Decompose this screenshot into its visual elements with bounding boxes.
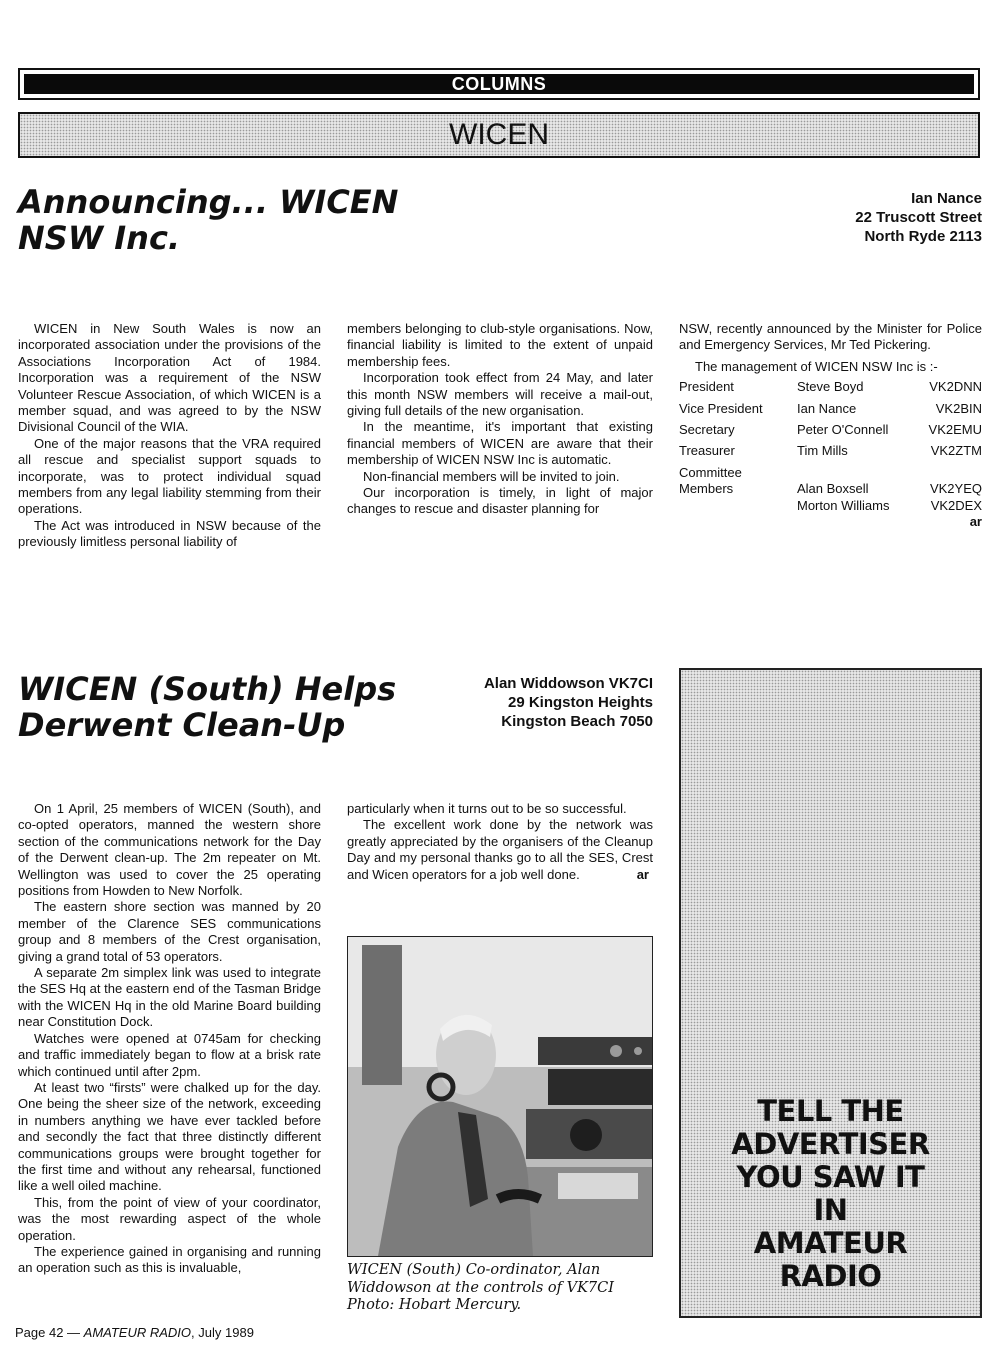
article2-headline [18,671,458,743]
photo-illustration [348,937,652,1256]
page-footer [15,1325,254,1340]
byline-name: Ian Nance [911,190,982,207]
paragraph: WICEN in New South Wales is now an incorporated association under the provisions of the Associations Incorporation Act of 1984. Incorporation was a requirement of the NSW Volunteer Rescue Association, of which WICEN is a member squad, and was agreed to by the NSW Divisional Council of the WIA. [18,321,321,435]
paragraph: Incorporation took effect from 24 May, and later this month NSW members will receive a mail-out, giving full details of the new organisation. [347,370,653,419]
article1-column-2 [347,321,653,518]
paragraph: Non-financial members will be invited to join. [363,468,620,484]
paragraph: NSW, recently announced by the Minister for Police and Emergency Services, Mr Ted Pickering. [679,321,982,353]
footer-date: , July 1989 [191,1325,254,1340]
article2-headline-line1: WICEN (South) Helps [18,670,397,708]
management-row: Morton Williams VK2DEX [797,497,982,513]
paragraph: The excellent work done by the network was greatly appreciated by the organisers of the Cleanup Day and my personal thanks go to all the SES, Crest and Wicen operators for a job well done. [347,817,653,882]
paragraph: The Act was introduced in NSW because of the previously limitless personal liability of [18,517,321,550]
section-banner [18,68,980,100]
management-table [679,379,982,514]
ad-line: YOU SAW IT [736,1160,925,1194]
article2-headline-line2: Derwent Clean-Up [18,706,346,744]
article2-column-2 [347,801,653,883]
section-banner-label: COLUMNS [24,74,974,94]
article1-column-1 [18,321,321,551]
paragraph: particularly when it turns out to be so successful. [347,801,627,816]
ad-line: RADIO [779,1259,882,1293]
footer-page: Page 42 — [15,1325,84,1340]
advertisement-text [681,1095,980,1293]
management-intro: The management of WICEN NSW Inc is :- [695,358,938,374]
byline-name: Alan Widdowson VK7CI [483,675,653,692]
management-row: Secretary Peter O'Connell VK2EMU [679,422,982,438]
caption-line: Photo: Hobart Mercury. [347,1297,522,1313]
paragraph: Watches were opened at 0745am for checking and traffic immediately began to flow at a brisk rate which continued until after 2pm. [18,1030,321,1079]
paragraph: On 1 April, 25 members of WICEN (South), and co-opted operators, manned the western shore section of the communications network for the Day of the Derwent clean-up. The 2m repeater on Mt. Wellington was used to cover the 25 operating positions from Howden to New Norfolk. [18,801,321,899]
paragraph: In the meantime, it's important that existing financial members of WICEN are aware that their membership of WICEN NSW Inc is automatic. [347,419,653,468]
photo [347,936,653,1257]
ad-line: TELL THE [757,1094,904,1128]
paragraph: One of the major reasons that the VRA required all rescue and specialist support squads to incorporate, was to protect individual squad members from any legal liability stemming from their operations. [18,435,321,517]
article1-headline-line2: NSW Inc. [18,219,181,257]
management-row: President Steve Boyd VK2DNN [679,379,982,395]
management-row: Committee [679,464,742,480]
article1-headline-line1: Announcing... WICEN [18,183,399,221]
ad-line: AMATEUR [753,1226,908,1260]
paragraph: At least two “firsts” were chalked up for the day. One being the sheer size of the network, exceeding in numbers anything we have ever tackled before and secondly the fact that three distinctly different communications groups were brought together for the first time and without any rehearsal, functioned like a well oiled machine. [18,1079,321,1194]
management-row: Vice President Ian Nance VK2BIN [679,400,982,416]
article1-column-3 [679,321,982,530]
caption-line: Widdowson at the controls of VK7CI [347,1279,614,1296]
ad-line: IN [813,1193,848,1227]
footer-publication: AMATEUR RADIO [83,1325,192,1340]
article2-byline [430,674,653,731]
byline-street: 22 Truscott Street [855,209,982,226]
paragraph: This, from the point of view of your coordinator, was the most rewarding aspect of the whole operation. [18,1194,321,1243]
paragraph: A separate 2m simplex link was used to integrate the SES Hq at the eastern end of the Tasman Bridge with the WICEN Hq in the old Marine Board building near Constitution Dock. [18,965,321,1030]
end-mark: ar [636,866,649,882]
article1-byline [760,189,982,246]
management-row: Treasurer Tim Mills VK2ZTM [679,443,982,459]
column-banner: WICEN [18,112,980,158]
paragraph: The eastern shore section was manned by 20 member of the Clarence SES communications group and 8 members of the Crest organisation, giving a grand total of 53 operators. [18,899,321,964]
paragraph: members belonging to club-style organisations. Now, financial liability is limited to the extent of unpaid membership fees. [347,321,653,369]
byline-suburb: Kingston Beach 7050 [501,713,653,730]
byline-street: 29 Kingston Heights [507,694,653,711]
advertisement-box [679,668,982,1318]
end-mark: ar [969,514,982,530]
caption-line: WICEN (South) Co-ordinator, Alan [347,1262,601,1278]
paragraph: Our incorporation is timely, in light of major changes to rescue and disaster planning for [347,485,653,517]
paragraph: The experience gained in organising and running an operation such as this is invaluable, [18,1243,321,1276]
article2-column-1 [18,801,321,1277]
ad-line: ADVERTISER [731,1127,930,1161]
management-row: Members Alan Boxsell VK2YEQ [679,481,982,497]
photo-caption [347,1262,653,1315]
article1-headline [18,184,438,256]
byline-suburb: North Ryde 2113 [864,228,982,245]
